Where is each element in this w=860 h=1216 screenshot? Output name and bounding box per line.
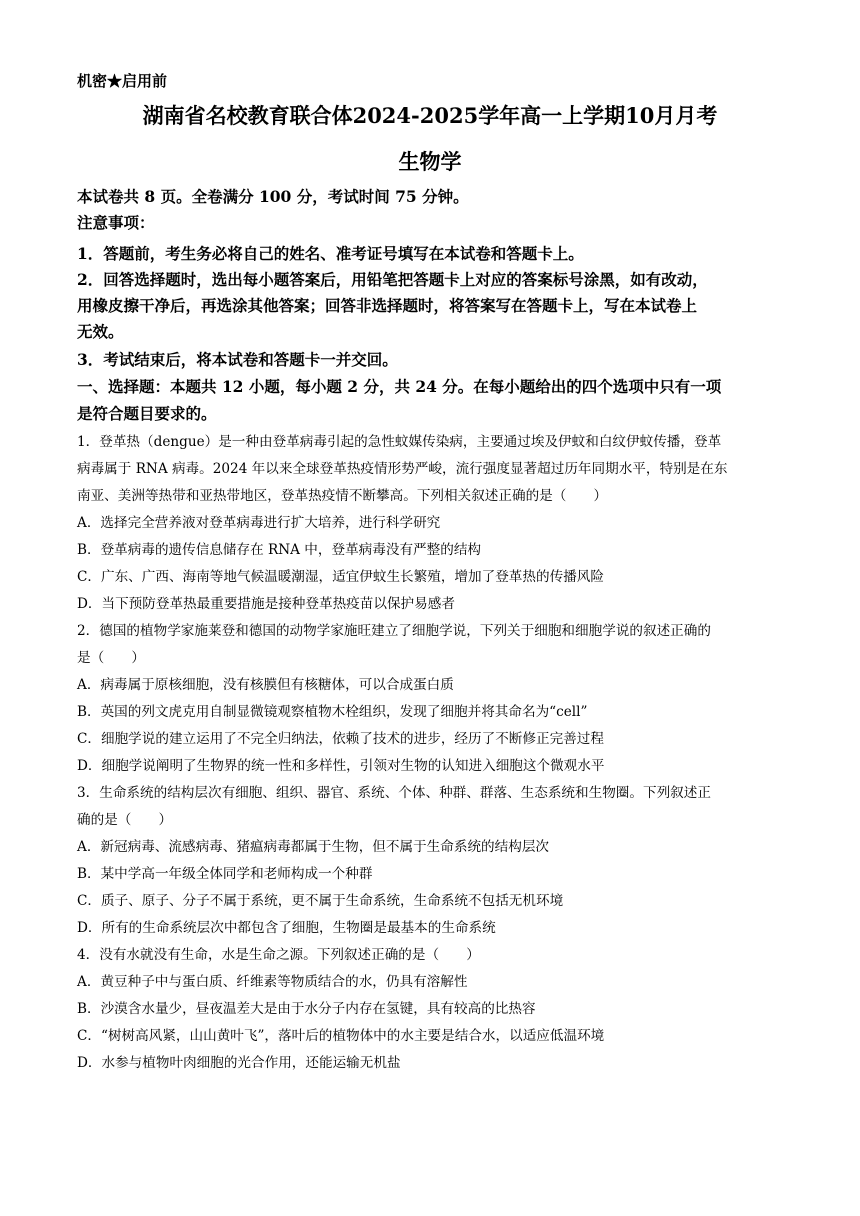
option-c: C．质子、原子、分子不属于系统，更不属于生命系统，生命系统不包括无机环境 <box>77 893 564 909</box>
question-stem: 4．没有水就没有生命，水是生命之源。下列叙述正确的是（ ） <box>77 947 480 963</box>
option-b: B．登革病毒的遗传信息储存在 RNA 中，登革病毒没有严整的结构 <box>77 542 482 558</box>
section-heading: 一、选择题：本题共 12 小题，每小题 2 分，共 24 分。在每小题给出的四个选项中只有一项 <box>77 377 722 396</box>
option-a: A．病毒属于原核细胞，没有核膜但有核糖体，可以合成蛋白质 <box>77 677 454 693</box>
question-stem: 确的是（ ） <box>77 812 173 828</box>
intro-line: 3．考试结束后，将本试卷和答题卡一并交回。 <box>77 350 398 369</box>
question-stem: 1．登革热（dengue）是一种由登革病毒引起的急性蚊媒传染病，主要通过埃及伊蚊和白纹伊蚊传播，登革 <box>77 434 722 450</box>
option-b: B．某中学高一年级全体同学和老师构成一个种群 <box>77 866 373 882</box>
option-c: C．细胞学说的建立运用了不完全归纳法，依赖了技术的进步，经历了不断修正完善过程 <box>77 731 604 747</box>
intro-line: 2．回答选择题时，选出每小题答案后，用铅笔把答题卡上对应的答案标号涂黑，如有改动， <box>77 270 708 289</box>
option-a: A．选择完全营养液对登革病毒进行扩大培养，进行科学研究 <box>77 515 441 531</box>
intro-line: 用橡皮擦干净后，再选涂其他答案；回答非选择题时，将答案写在答题卡上，写在本试卷上 <box>77 296 698 315</box>
intro-line: 无效。 <box>77 322 124 341</box>
section-heading: 是符合题目要求的。 <box>77 404 217 423</box>
question-stem: 病毒属于 RNA 病毒。2024 年以来全球登革热疫情形势严峻，流行强度显著超过历年同期水平，特别是在东 <box>77 461 728 477</box>
option-a: A．新冠病毒、流感病毒、猪瘟病毒都属于生物，但不属于生命系统的结构层次 <box>77 839 550 855</box>
option-c: C．“树树高风紧，山山黄叶飞”，落叶后的植物体中的水主要是结合水，以适应低温环境 <box>77 1028 605 1044</box>
exam-title: 湖南省名校教育联合体2024-2025学年高一上学期10月月考 <box>142 103 718 128</box>
secret-mark: 机密★启用前 <box>77 72 168 90</box>
intro-line: 本试卷共 8 页。全卷满分 100 分，考试时间 75 分钟。 <box>77 187 469 206</box>
option-d: D．所有的生命系统层次中都包含了细胞，生物圈是最基本的生命系统 <box>77 920 496 936</box>
option-d: D．当下预防登革热最重要措施是接种登革热疫苗以保护易感者 <box>77 596 455 612</box>
subject-title: 生物学 <box>398 149 462 174</box>
option-b: B．沙漠含水量少，昼夜温差大是由于水分子内存在氢键，具有较高的比热容 <box>77 1001 536 1017</box>
intro-line: 1．答题前，考生务必将自己的姓名、准考证号填写在本试卷和答题卡上。 <box>77 244 584 263</box>
option-b: B．英国的列文虎克用自制显微镜观察植物木栓组织，发现了细胞并将其命名为“cell” <box>77 704 588 720</box>
question-stem: 是（ ） <box>77 650 145 666</box>
option-d: D．细胞学说阐明了生物界的统一性和多样性，引领对生物的认知进入细胞这个微观水平 <box>77 758 605 774</box>
question-stem: 2．德国的植物学家施莱登和德国的动物学家施旺建立了细胞学说，下列关于细胞和细胞学说的叙述正确的 <box>77 623 711 639</box>
notice-heading: 注意事项： <box>77 213 155 232</box>
question-stem: 3．生命系统的结构层次有细胞、组织、器官、系统、个体、种群、群落、生态系统和生物圈。下列叙述正 <box>77 785 711 801</box>
question-stem: 南亚、美洲等热带和亚热带地区，登革热疫情不断攀高。下列相关叙述正确的是（ ） <box>77 488 608 504</box>
option-d: D．水参与植物叶肉细胞的光合作用，还能运输无机盐 <box>77 1055 401 1071</box>
option-a: A．黄豆种子中与蛋白质、纤维素等物质结合的水，仍具有溶解性 <box>77 974 468 990</box>
option-c: C．广东、广西、海南等地气候温暖潮湿，适宜伊蚊生长繁殖，增加了登革热的传播风险 <box>77 569 604 585</box>
